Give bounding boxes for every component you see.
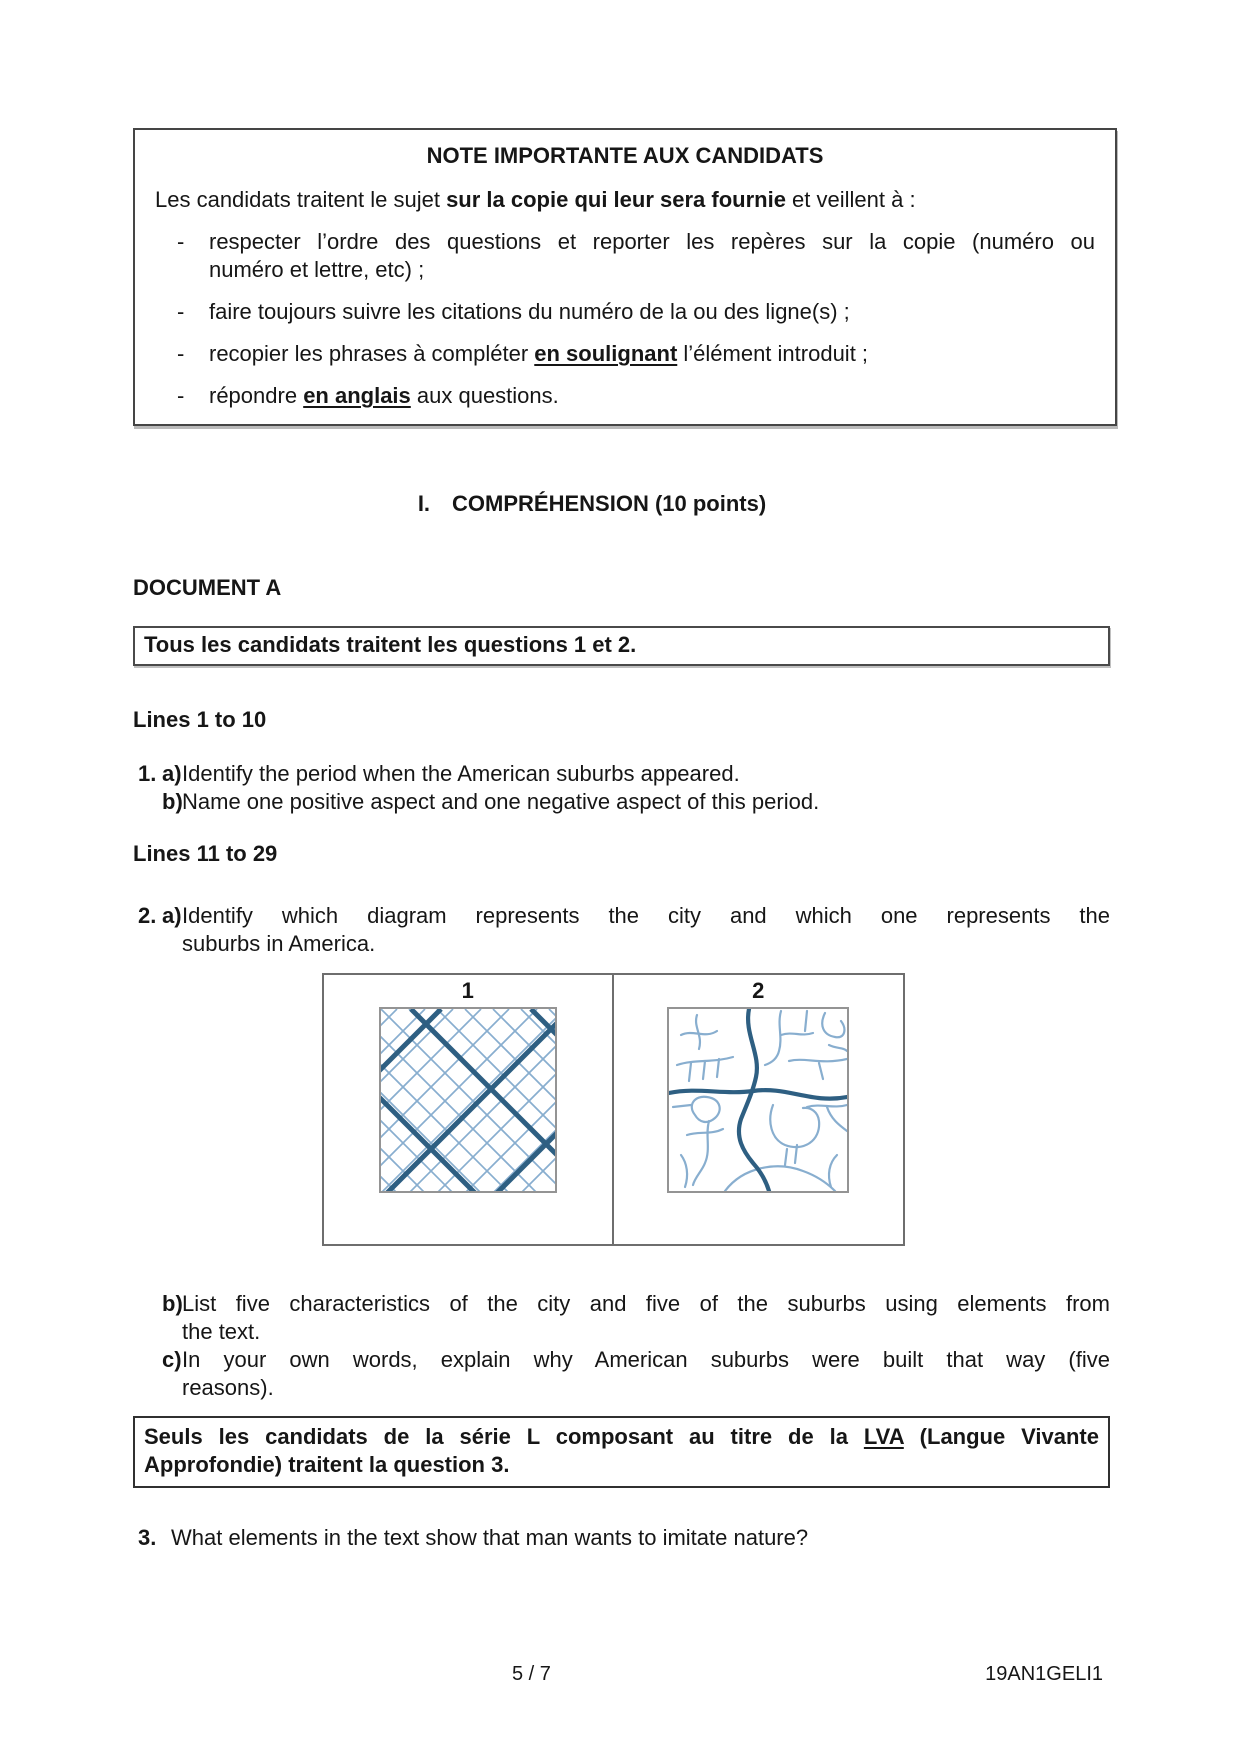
question-1a-row [162,760,1110,788]
note-bullet-1 [155,228,1095,284]
instruction-lva-box [133,1416,1110,1488]
note-intro-pre: Les candidats traitent le sujet [155,187,447,212]
question-2c-text [182,1346,1110,1402]
question-1a-marker: a) [162,761,182,786]
lines-11-29-heading: Lines 11 to 29 [133,841,278,866]
note-bullet-2-text: faire toujours suivre les citations du numéro de la ou des ligne(s) ; [209,299,850,324]
section-numeral: I. [417,491,431,516]
note-bullet-3-text [209,340,1095,368]
diagram-1-label: 1 [461,978,474,1003]
question-2 [133,902,1110,958]
section-title: COMPRÉHENSION (10 points) [452,491,767,516]
exam-code: 19AN1GELI1 [985,1663,1103,1685]
instruction-lva-line1-pre: Seuls les candidats de la série L composant au titre de la [144,1424,864,1449]
question-1-body [162,760,1110,816]
bullet-dash: - [177,299,185,324]
question-1-number: 1. [138,761,157,786]
question-2b-marker: b) [162,1291,183,1316]
instruction-all-candidates-box [133,626,1110,666]
question-3 [133,1524,1110,1552]
note-bullet-4-pre: répondre [209,383,304,408]
bullet-dash: - [177,383,185,408]
question-2b-row [162,1290,1110,1346]
note-bullet-1-text [209,228,1095,284]
question-2c-marker: c) [162,1347,182,1372]
bullet-dash: - [177,341,185,366]
important-note-box [133,128,1117,426]
note-bullet-4-text [209,382,1095,410]
note-bullet-4-em: en anglais [303,383,411,408]
question-2b-text [182,1290,1110,1346]
note-bullet-3-post: l’élément introduit ; [677,341,869,366]
question-1 [133,760,1110,816]
question-3-text: What elements in the text show that man wants to imitate nature? [171,1525,809,1550]
question-2a-text [182,902,1110,958]
section-heading [0,490,1212,518]
grid-light-streets [379,1009,557,1193]
note-bullet-1-line2: numéro et lettre, etc) ; [209,257,425,282]
bullet-dash: - [177,229,185,254]
note-bullet-1-line1: respecter l’ordre des questions et reporter les repères sur la copie (numéro ou [209,229,1095,254]
grid-main-streets [379,1009,557,1193]
question-1b-row [162,788,1110,816]
page-number: 5 / 7 [512,1663,551,1685]
suburb-light-streets [673,1011,847,1191]
note-bullet-3-em: en soulignant [534,341,678,366]
question-2-body [162,902,1110,958]
diagram-2-label: 2 [752,978,765,1003]
question-2b-line2: the text. [182,1319,261,1344]
instruction-lva-line1 [144,1423,1099,1451]
street-diagrams-box [322,973,905,1246]
document-a-label: DOCUMENT A [133,575,282,600]
question-2a-line1: Identify which diagram represents the city and which one represents the [182,903,1110,928]
note-intro-bold: sur la copie qui leur sera fournie [446,187,786,212]
question-3-number: 3. [138,1525,157,1550]
note-title: NOTE IMPORTANTE AUX CANDIDATS [426,143,824,168]
note-bullet-2 [155,298,1095,326]
question-2a-marker: a) [162,903,182,928]
instruction-lva-line1-post: (Langue Vivante [903,1424,1099,1449]
note-intro [155,186,1095,214]
diagram-2-suburb-street-map [667,1007,849,1193]
diagram-1-grid-street-map [379,1007,557,1193]
question-1b-text: Name one positive aspect and one negative aspect of this period. [182,789,820,814]
question-2-number: 2. [138,903,157,928]
question-2c-row [162,1346,1110,1402]
note-intro-post: et veillent à : [785,187,916,212]
instruction-lva-acronym: LVA [863,1424,904,1449]
question-2a-row [162,902,1110,958]
question-2c-line2: reasons). [182,1375,274,1400]
question-2c-line1: In your own words, explain why American suburbs were built that way (five [182,1347,1110,1372]
note-bullet-4-post: aux questions. [410,383,559,408]
question-2b-line1: List five characteristics of the city and five of the suburbs using elements from [182,1291,1110,1316]
diagram-2-cell [614,975,904,1244]
instruction-lva-line2: Approfondie) traitent la question 3. [144,1452,510,1477]
question-1b-marker: b) [162,789,183,814]
question-2a-line2: suburbs in America. [182,931,376,956]
note-bullet-3-pre: recopier les phrases à compléter [209,341,535,366]
note-bullet-4 [155,382,1095,410]
question-1a-text: Identify the period when the American suburbs appeared. [182,761,740,786]
lines-1-10-heading: Lines 1 to 10 [133,707,267,732]
note-bullet-3 [155,340,1095,368]
instruction-all-candidates-text: Tous les candidats traitent les questions 1 et 2. [144,632,637,657]
diagram-1-cell [324,975,614,1244]
